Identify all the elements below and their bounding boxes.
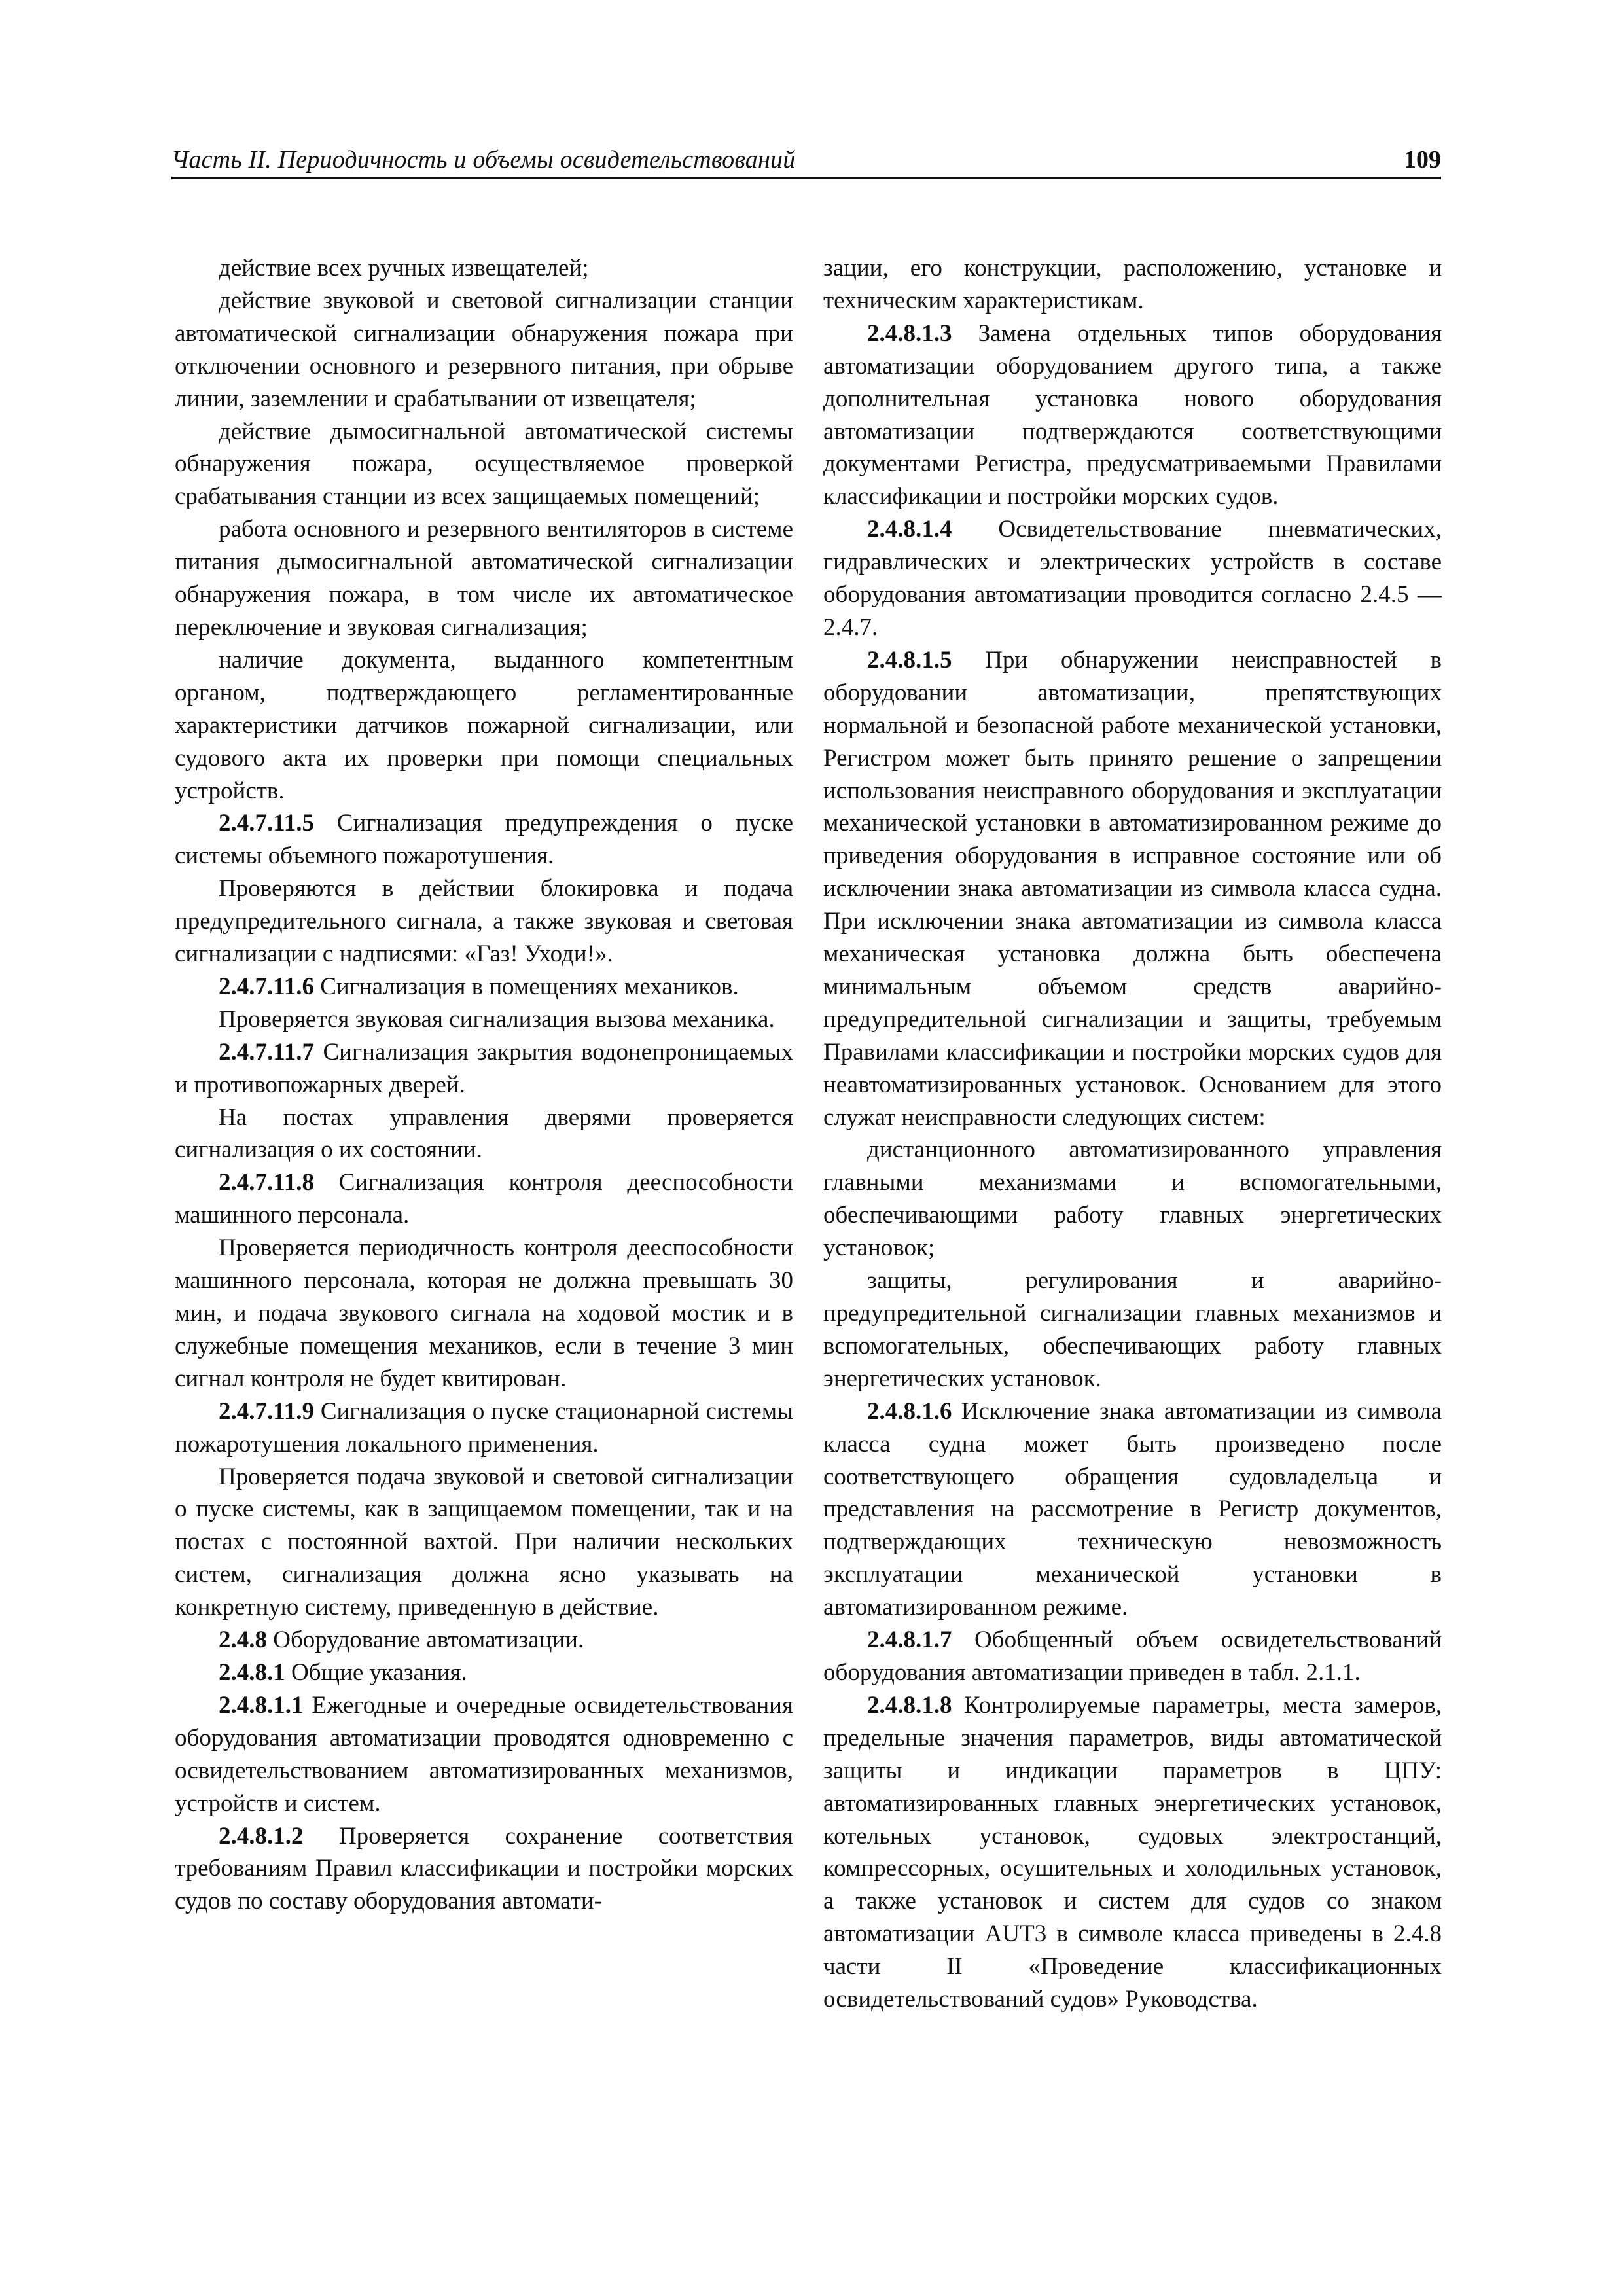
paragraph-text: наличие документа, выданного компетентным органом, подтверждающего регламентированные характеристики датчиков пожарной сигнализации, или судового акта их проверки при помощи специальных устройств. — [175, 646, 793, 804]
paragraph — [175, 1820, 793, 1918]
header-title: Часть II. Периодичность и объемы освидетельствований — [171, 146, 796, 173]
paragraph-text: Освидетельствование пневматических, гидравлических и электрических устройств в составе оборудования автоматизации проводится согласно 2.4.5 — 2.4.7. — [823, 516, 1442, 641]
paragraph — [175, 872, 793, 971]
right-column — [823, 252, 1442, 2016]
paragraph — [175, 252, 793, 285]
paragraph — [823, 644, 1442, 1134]
paragraph-text: работа основного и резервного вентиляторов в системе питания дымосигнальной автоматической сигнализации обнаружения пожара, в том числе их автоматическое переключение и звуковая сигнализация; — [175, 516, 793, 641]
running-header — [171, 145, 1441, 179]
section-number: 2.4.7.11.8 — [219, 1169, 314, 1196]
paragraph-text: Контролируемые параметры, места замеров, предельные значения параметров, виды автоматической защиты и индикации параметров в ЦПУ: автоматизированных главных энергетических установок, котельных установок, судовых электростанций, компрессорных, осушительных и холодильных установок, а также установок и систем для судов со знаком автоматизации AUT3 в символе класса приведены в 2.4.8 части II «Проведение классификационных освидетельствований судов» Руководства. — [823, 1691, 1442, 2013]
paragraph — [823, 1624, 1442, 1689]
paragraph — [175, 285, 793, 416]
paragraph — [175, 1689, 793, 1820]
paragraph — [175, 1657, 793, 1689]
paragraph-text: защиты, регулирования и аварийно-предупредительной сигнализации главных механизмов и вспомогательных, обеспечивающих работу главных энергетических установок. — [823, 1267, 1442, 1392]
paragraph — [175, 1102, 793, 1167]
paragraph — [823, 1689, 1442, 2016]
paragraph-text: Ежегодные и очередные освидетельствования оборудования автоматизации проводятся одновременно с освидетельствованием автоматизированных механизмов, устройств и систем. — [175, 1691, 793, 1817]
section-number: 2.4.7.11.6 — [219, 973, 314, 1000]
paragraph-text: Сигнализация в помещениях механиков. — [313, 973, 739, 1000]
paragraph-text: зации, его конструкции, расположению, установке и техническим характеристикам. — [823, 255, 1442, 314]
paragraph — [823, 252, 1442, 317]
paragraph-text: Проверяется периодичность контроля дееспособности машинного персонала, которая не должна превышать 30 мин, и подача звукового сигнала на ходовой мостик и в служебные помещения механиков, если в течение 3 мин сигнал контроля не будет квитирован. — [175, 1234, 793, 1392]
section-number: 2.4.8.1.1 — [219, 1691, 304, 1719]
paragraph-text: Проверяется подача звуковой и световой сигнализации о пуске системы, как в защищаемом помещении, так и на постах с постоянной вахтой. При наличии нескольких систем, сигнализация должна ясно указывать на конкретную систему, приведенную в действие. — [175, 1463, 793, 1621]
paragraph — [175, 1232, 793, 1395]
paragraph — [175, 1166, 793, 1232]
paragraph-text: Сигнализация предупреждения о пуске системы объемного пожаротушения. — [175, 810, 793, 870]
section-number: 2.4.8.1 — [219, 1659, 285, 1686]
paragraph — [175, 1003, 793, 1036]
paragraph-text: Проверяется сохранение соответствия требованиям Правил классификации и постройки морских судов по составу оборудования автомати- — [175, 1822, 793, 1915]
paragraph — [175, 416, 793, 514]
paragraph-text: Общие указания. — [285, 1659, 467, 1686]
paragraph-text: При обнаружении неисправностей в оборудовании автоматизации, препятствующих нормальной и безопасной работе механической установки, Регистром может быть принято решение о запрещении использования неисправного оборудования и эксплуатации механической установки в автоматизированном режиме до приведения оборудования в исправное состояние или об исключении знака автоматизации из символа класса судна. При исключении знака автоматизации из символа класса механическая установка должна быть обеспечена минимальным объемом средств аварийно-предупредительной сигнализации и защиты, требуемым Правилами классификации и постройки морских судов для неавтоматизированных установок. Основанием для этого служат неисправности следующих систем: — [823, 646, 1442, 1131]
paragraph-text: Сигнализация о пуске стационарной системы пожаротушения локального применения. — [175, 1397, 793, 1458]
paragraph-text: Сигнализация закрытия водонепроницаемых и противопожарных дверей. — [175, 1038, 793, 1098]
section-number: 2.4.7.11.5 — [219, 810, 314, 837]
section-number: 2.4.7.11.7 — [219, 1038, 314, 1066]
paragraph-text: дистанционного автоматизированного управления главными механизмами и вспомогательными, обеспечивающими работу главных энергетических установок; — [823, 1136, 1442, 1262]
paragraph — [823, 1395, 1442, 1624]
paragraph — [175, 807, 793, 872]
paragraph-text: На постах управления дверями проверяется сигнализация о их состоянии. — [175, 1103, 793, 1164]
section-number: 2.4.8.1.2 — [219, 1822, 304, 1850]
paragraph — [823, 513, 1442, 644]
paragraph — [175, 513, 793, 644]
paragraph-text: Замена отдельных типов оборудования автоматизации оборудованием другого типа, а также дополнительная установка нового оборудования автоматизации подтверждаются соответствующими документами Регистра, предусматриваемыми Правилами классификации и постройки морских судов. — [823, 319, 1442, 511]
paragraph-text: Обобщенный объем освидетельствований оборудования автоматизации приведен в табл. 2.1.1. — [823, 1626, 1442, 1686]
section-number: 2.4.8.1.5 — [867, 646, 952, 673]
paragraph — [175, 1624, 793, 1657]
section-number: 2.4.7.11.9 — [219, 1397, 314, 1425]
left-column — [175, 252, 793, 1918]
paragraph-text: действие дымосигнальной автоматической системы обнаружения пожара, осуществляемое проверкой срабатывания станции из всех защищаемых помещений; — [175, 418, 793, 511]
section-number: 2.4.8.1.8 — [867, 1691, 952, 1719]
page-number: 109 — [1404, 146, 1441, 173]
paragraph-text: Проверяются в действии блокировка и подача предупредительного сигнала, а также звуковая и световая сигнализации с надписями: «Газ! Уходи!». — [175, 875, 793, 968]
paragraph-text: Сигнализация контроля дееспособности машинного персонала. — [175, 1169, 793, 1229]
section-number: 2.4.8.1.7 — [867, 1626, 952, 1654]
section-number: 2.4.8.1.3 — [867, 319, 952, 347]
paragraph — [175, 1036, 793, 1102]
paragraph-text: Исключение знака автоматизации из символа класса судна может быть произведено после соответствующего обращения судовладельца и представления на рассмотрение в Регистр документов, подтверждающих техническую невозможность эксплуатации механической установки в автоматизированном режиме. — [823, 1397, 1442, 1621]
section-number: 2.4.8 — [219, 1626, 267, 1654]
section-number: 2.4.8.1.6 — [867, 1397, 952, 1425]
paragraph — [175, 1461, 793, 1624]
paragraph — [823, 317, 1442, 513]
paragraph-text: Проверяется звуковая сигнализация вызова механика. — [219, 1005, 775, 1033]
paragraph-text: Оборудование автоматизации. — [267, 1626, 584, 1654]
paragraph — [175, 971, 793, 1003]
paragraph-text: действие всех ручных извещателей; — [219, 255, 589, 281]
paragraph — [175, 644, 793, 808]
section-number: 2.4.8.1.4 — [867, 516, 952, 543]
paragraph — [823, 1134, 1442, 1265]
paragraph — [823, 1265, 1442, 1395]
paragraph-text: действие звуковой и световой сигнализации станции автоматической сигнализации обнаружения пожара при отключении основного и резервного питания, при обрыве линии, заземлении и срабатывании от извещателя; — [175, 287, 793, 412]
paragraph — [175, 1395, 793, 1461]
